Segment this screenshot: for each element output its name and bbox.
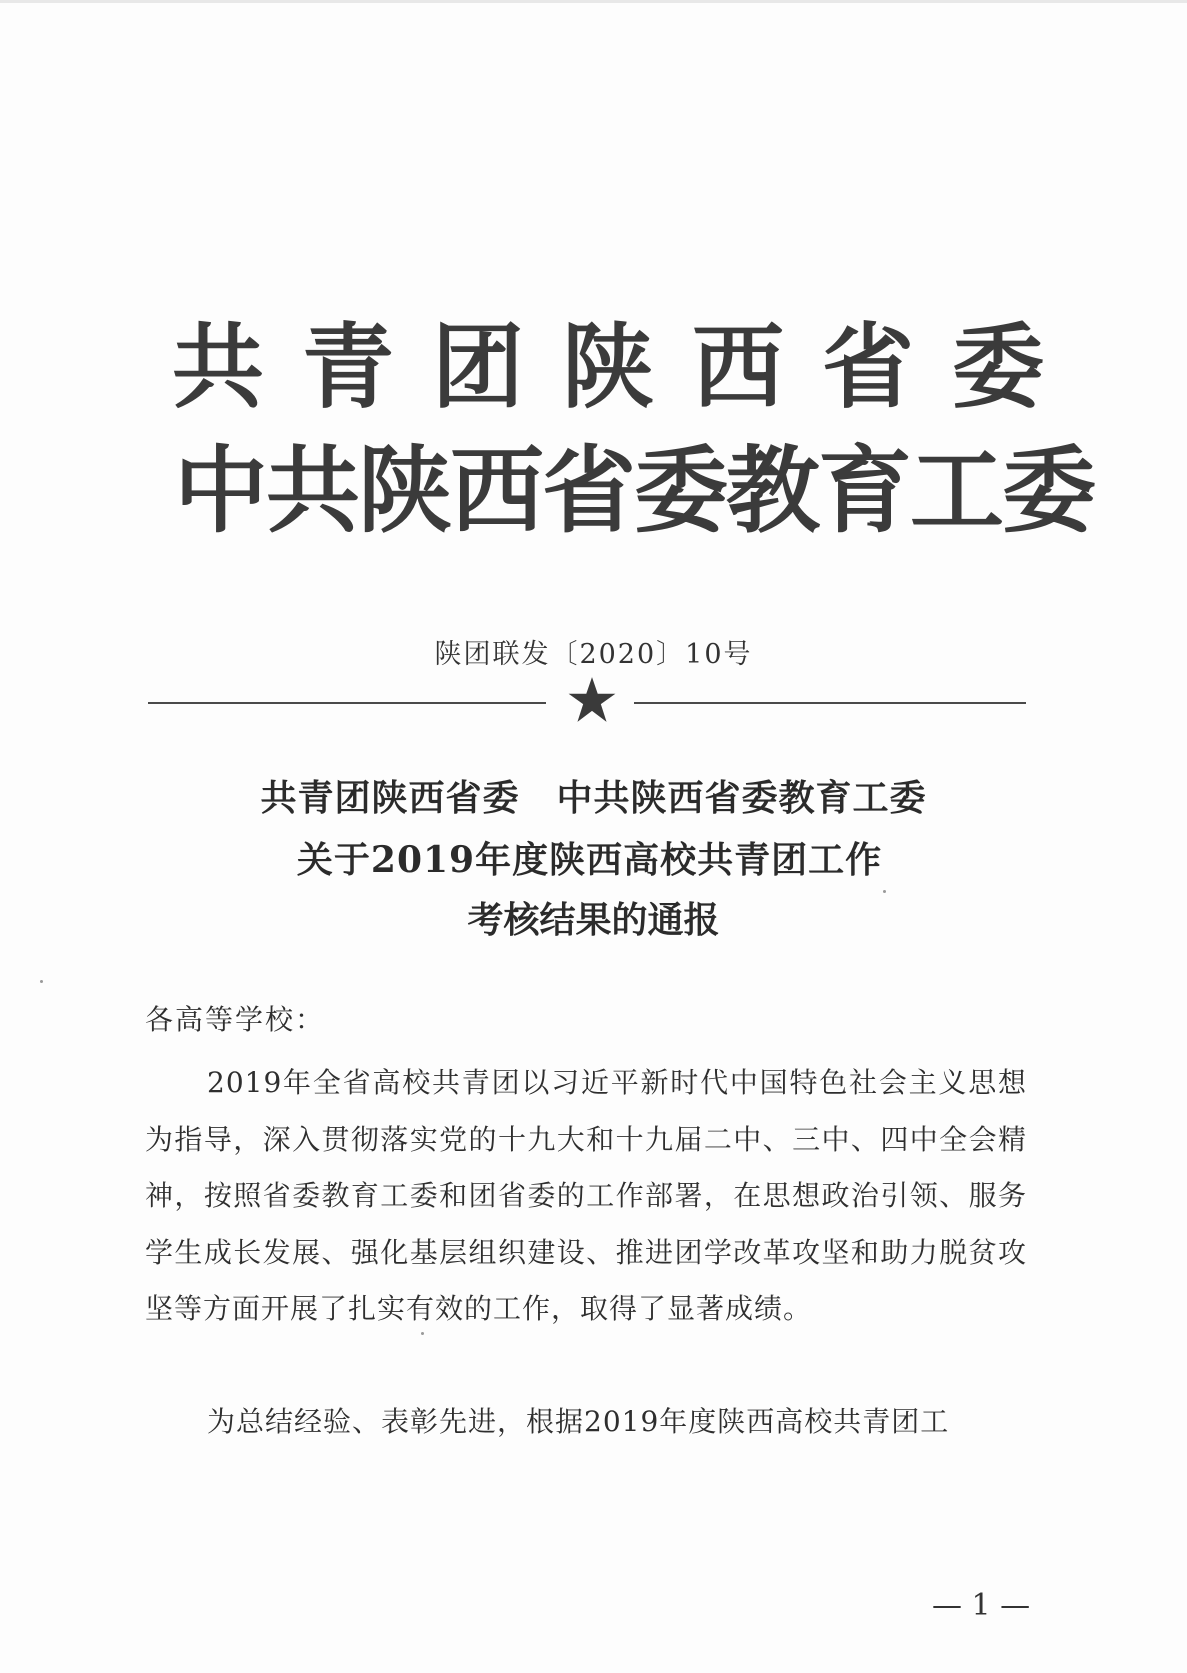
salutation: 各高等学校： xyxy=(145,1003,326,1036)
scan-speck xyxy=(40,980,43,983)
document-number: 陕团联发〔2020〕10号 xyxy=(434,639,753,670)
scan-speck xyxy=(421,1332,424,1335)
page-number: — 1 — xyxy=(932,1588,1031,1623)
separator-rule-right xyxy=(634,702,1026,704)
title-line-1: 共青团陕西省委 中共陕西省委教育工委 xyxy=(260,777,927,819)
body-paragraph-1: 2019年全省高校共青团以习近平新时代中国特色社会主义思想为指导，深入贯彻落实党的十九大和十九届二中、三中、四中全会精神，按照省委教育工委和团省委的工作部署，在思想政治引领、服务学生成长发展、强化基层组织建设、推进团学改革攻坚和助力脱贫攻坚等方面开展了扎实有效的工作，取得了显著成绩。 xyxy=(145,1066,1027,1325)
page-top-edge xyxy=(0,0,1187,3)
letterhead-line-2: 中共陕西省委教育工委 xyxy=(174,437,1095,546)
scan-speck xyxy=(883,890,886,893)
body-paragraph-2: 为总结经验、表彰先进，根据2019年度陕西高校共青团工 xyxy=(207,1405,950,1438)
star-icon xyxy=(566,674,618,726)
title-line-2: 关于2019年度陕西高校共青团工作 xyxy=(296,839,883,881)
title-line-3: 考核结果的通报 xyxy=(467,899,720,941)
separator-rule-left xyxy=(148,702,546,704)
letterhead-line-1: 共青团陕西省委 xyxy=(172,314,1083,421)
